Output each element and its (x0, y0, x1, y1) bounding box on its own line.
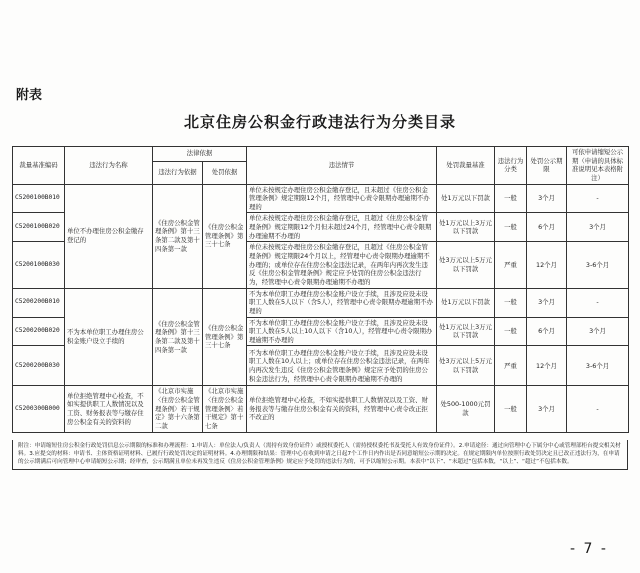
header-code: 裁量基准编码 (13, 147, 65, 185)
behavior-cell: 单位不办理住房公积金缴存登记的 (65, 184, 153, 288)
circumstance-cell: 单位未按规定办理住房公积金缴存登记，且未超过《住房公积金管理条例》规定期限12个月，经管理中心责令限期办理逾期不办理的 (247, 184, 437, 213)
table-row (13, 184, 629, 213)
period-cell: 3个月 (527, 184, 567, 213)
violation-catalog-table (12, 146, 629, 433)
behavior-cell: 不为本单位职工办理住房公积金账户设立手续的 (65, 288, 153, 386)
circumstance-cell: 单位未按规定办理住房公积金缴存登记，且超过《住房公积金管理条例》规定期限12个月但未超过24个月，经管理中心责令限期办理逾期不办理的 (247, 213, 437, 242)
code-cell: C5200100B030 (13, 242, 65, 288)
table-footnote: 附注：申请缩短住房公积金行政处罚信息公示期限的标准和办理流程：1.申请人：单位法人/负责人（需持有效身份证件）或授权委托人（需持授权委托书及受托人有效身份证件）。2.申请途径：通过向管理中心下属分中心或管理部柜台提交相关材料。3.应提交的材料：申请书、主体资格证明材料、已履行行政处罚决定的证明材料。4.办理期限和结果：管理中心在收到申请之日起7个工作日内作出是否同意缩短公示期的决定。在规定期限内单位按照行政处罚决定且已改正违法行为，在申请的公示期满后可向管理中心申请缩短公示期；经审查，公示期满且单位未再发生违反《住房公积金管理条例》规定应予处罚的违法行为的，可予以缩短公示期。本表中“以下”、“未超过”包括本数，“以上”、“超过”不包括本数。 (12, 440, 628, 470)
penalty-basis-cell: 《住房公积金管理条例》第三十七条 (203, 288, 247, 386)
page-number: - 7 - (570, 541, 608, 557)
circumstance-cell: 单位拒绝管理中心检查，不如实提供职工人数情况以及工资、财务报表等与缴存住房公积金有关的资料，经管理中心责令改正拒不改正的 (247, 386, 437, 432)
header-category: 违法行为分类 (495, 147, 527, 185)
header-violation-basis: 违法行为依据 (153, 161, 203, 184)
category-cell: 一般 (495, 386, 527, 432)
behavior-cell: 单位拒绝管理中心检查，不如实提供职工人数情况以及工资、财务报表等与缴存住房公积金有关的资料的 (65, 386, 153, 432)
period-cell: 12个月 (527, 346, 567, 386)
code-cell: C5200200B010 (13, 288, 65, 317)
shorten-cell: - (567, 288, 629, 317)
code-cell: C5200100B020 (13, 213, 65, 242)
period-cell: 3个月 (527, 386, 567, 432)
circumstance-cell: 单位未按规定办理住房公积金缴存登记，且超过《住房公积金管理条例》规定期限24个月以上，经管理中心责令限期办理逾期不办理的；或单位存在住房公积金违法记录，在两年内再次发生违反《住房公积金管理条例》规定应予处罚的住房公积金违法行为，经管理中心责令限期办理逾期不办理的 (247, 242, 437, 288)
shorten-cell: 3-6个月 (567, 346, 629, 386)
category-cell: 一般 (495, 213, 527, 242)
category-cell: 一般 (495, 184, 527, 213)
code-cell: C5200200B020 (13, 317, 65, 346)
category-cell: 一般 (495, 317, 527, 346)
circumstance-cell: 不为本单位职工办理住房公积金账户设立手续，且涉及应设未设职工人数在5人以下（含5人），经管理中心责令限期办理逾期不办理的 (247, 288, 437, 317)
period-cell: 6个月 (527, 213, 567, 242)
penalty-basis-cell: 《住房公积金管理条例》第三十七条 (203, 184, 247, 288)
header-behavior: 违法行为名称 (65, 147, 153, 185)
category-cell: 严重 (495, 346, 527, 386)
period-cell: 6个月 (527, 317, 567, 346)
circumstance-cell: 不为本单位职工办理住房公积金账户设立手续，且涉及应设未设职工人数在10人以上；或单位存在住房公积金违法记录，在两年内再次发生违反《住房公积金管理条例》规定应予处罚的住房公积金违法行为，经管理中心责令限期办理逾期不办理的 (247, 346, 437, 386)
code-cell: C5200100B010 (13, 184, 65, 213)
shorten-cell: 3个月 (567, 317, 629, 346)
header-penalty-basis: 处罚依据 (203, 161, 247, 184)
violation-basis-cell: 《住房公积金管理条例》第十三条第二款及第十四条第一款 (153, 288, 203, 386)
violation-basis-cell: 《北京市实施〈住房公积金管理条例〉若干规定》第十六条第二款 (153, 386, 203, 432)
header-circumstance: 违法情节 (247, 147, 437, 185)
code-cell: C5200200B030 (13, 346, 65, 386)
shorten-cell: 3个月 (567, 213, 629, 242)
penalty-basis-cell: 《北京市实施〈住房公积金管理条例〉若干规定》第十七条 (203, 386, 247, 432)
period-cell: 12个月 (527, 242, 567, 288)
standard-cell: 处1万元以上3万元以下罚款 (437, 213, 495, 242)
standard-cell: 处1万元以上3万元以下罚款 (437, 317, 495, 346)
header-shorten: 可依申请缩短公示期（申请的具体标准说明见本表格附注） (567, 147, 629, 185)
shorten-cell: - (567, 386, 629, 432)
table-row (13, 386, 629, 432)
standard-cell: 处500-1000元罚款 (437, 386, 495, 432)
document-title: 北京住房公积金行政违法行为分类目录 (183, 113, 456, 131)
category-cell: 严重 (495, 242, 527, 288)
circumstance-cell: 不为本单位职工办理住房公积金账户设立手续，且涉及应设未设职工人数在5人以上10人以下（含10人），经管理中心责令限期办理逾期不办理的 (247, 317, 437, 346)
standard-cell: 处1万元以下罚款 (437, 184, 495, 213)
header-legal-basis: 法律依据 (153, 147, 247, 162)
shorten-cell: 3-6个月 (567, 242, 629, 288)
standard-cell: 处3万元以上5万元以下罚款 (437, 242, 495, 288)
standard-cell: 处1万元以下罚款 (437, 288, 495, 317)
violation-basis-cell: 《住房公积金管理条例》第十三条第二款及第十四条第一款 (153, 184, 203, 288)
header-period: 处罚公示期限 (527, 147, 567, 185)
code-cell: C5200300B000 (13, 386, 65, 432)
category-cell: 一般 (495, 288, 527, 317)
annex-label: 附表 (16, 88, 43, 103)
standard-cell: 处3万元以上5万元以下罚款 (437, 346, 495, 386)
header-standard: 处罚裁量基准 (437, 147, 495, 185)
shorten-cell: - (567, 184, 629, 213)
table-row (13, 288, 629, 317)
period-cell: 3个月 (527, 288, 567, 317)
